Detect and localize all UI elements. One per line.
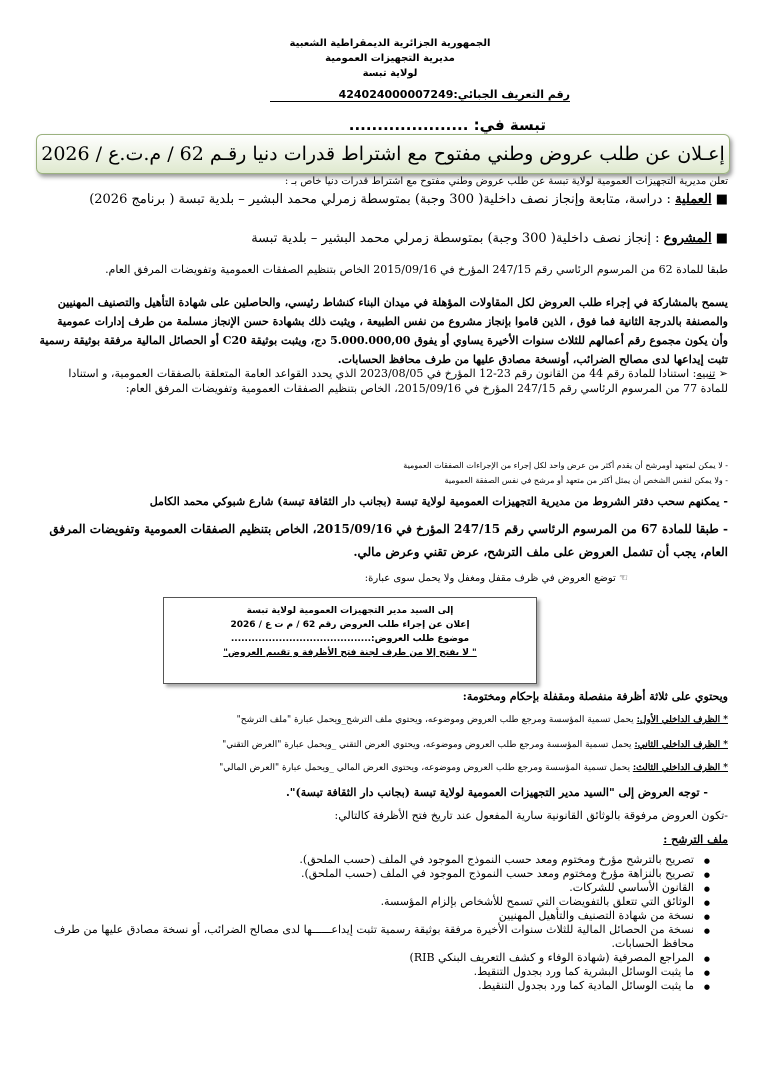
file-item: ● نسخة من شهادة التصنيف والتأهيل المهنيين: [40, 909, 694, 923]
pointing-hand-icon: ☜: [615, 573, 628, 584]
envelope-line-3: موضوع طلب العروض:.........................................: [230, 634, 470, 644]
candidacy-file-title: ملف الترشح :: [663, 833, 728, 846]
header-line-directorate: مديرية التجهيزات العمومية: [325, 53, 455, 64]
operation-line: [38, 190, 728, 209]
envelope-line-2: إعلان عن إجراء طلب العروض رقم 62 / م ت ع / 2026: [230, 620, 470, 630]
envelope-2: * الظرف الداخلي الثاني: يحمل تسمية المؤسسة ومرجع طلب العروض وموضوعه، ويحتوي العرض التقني _ويحمل عبارة "العرض التقني": [222, 740, 728, 750]
notice-paragraph: [38, 366, 728, 396]
file-item: ● القانون الأساسي للشركات.: [40, 881, 694, 895]
file-item: ● تصريح بالترشح مؤرخ ومختوم ومعد حسب النموذج الموجود في الملف (حسب الملحق).: [40, 853, 694, 867]
notice-label: تنبيه: [696, 367, 716, 380]
envelope-note: ☜ توضع العروض في ظرف مقفل ومغفل ولا يحمل سوى عبارة:: [364, 573, 628, 584]
envelope-3: * الظرف الداخلي الثالث: يحمل تسمية المؤسسة ومرجع طلب العروض وموضوعه، ويحتوي العرض المالي _ويحمل عبارة "العرض المالي": [219, 763, 728, 773]
file-item: ● ما يثبت الوسائل البشرية كما ورد بجدول التنقيط.: [40, 965, 694, 979]
notice-note-1: - لا يمكن لمتعهد أومرشح أن يقدم أكثر من عرض واحد لكل إجراء من الإجراءات الصفقات العمومية: [403, 461, 728, 470]
header-line-wilaya: لولاية تبسة: [362, 68, 418, 79]
header-block: [200, 36, 580, 81]
notice-note-2: - ولا يمكن لنفس الشخص أن يمثل أكثر من متعهد أو مرشح في نفس الصفقة العمومية: [444, 476, 728, 485]
withdraw-specs: - يمكنهم سحب دفتر الشروط من مديرية التجهيزات العمومية لولاية تبسة (بجانب دار الثقافة تبسة) شارع شبوكي محمد الكامل: [149, 495, 728, 508]
file-item: ● ما يثبت الوسائل المادية كما ورد بجدول التنقيط.: [40, 979, 694, 993]
operation-text: : دراسة، متابعة وإنجاز نصف داخلية( 300 وجبة) بمتوسطة زمرلي محمد البشير – بلدية تبسة ( برنامج 2026): [89, 192, 676, 207]
candidacy-file-list: [40, 853, 712, 993]
eligibility-paragraph: يسمح بالمشاركة في إجراء طلب العروض لكل المقاولات المؤهلة في ميدان البناء كنشاط رئيسي، والحاصلين على شهادة التأهيل والتصنيف المهنيين والمصنفة بالدرجة الثانية فما فوق ، الذين قاموا بإنجاز مشروع من نفس الطبيعة ، ويثبت ذلك بشهادة حسن الإنجاز مسلمة من طرف إدارات عمومية وأن يكون مجموع رقم أعمالهم للثلاث سنوات الأخيرة يساوي أو يفوق 5.000.000,00 دج، ويثبت بوثيقة C20 أو الحصائل المالية مرفقة بوثيقة رسمية تثبت إيداعها لدى مصالح الضرائب، أونسخة مصادق عليها من طرف محافظ الحسابات.: [39, 296, 728, 366]
envelope-box: [163, 597, 537, 684]
file-item: ● المراجع المصرفية (شهادة الوفاء و كشف التعريف البنكي RIB): [40, 951, 694, 965]
send-to: - توجه العروض إلى "السيد مدير التجهيزات العمومية لولاية تبسة (بجانب دار الثقافة تبسة)".: [285, 786, 708, 799]
file-item: ● نسخة من الحصائل المالية للثلاث سنوات الأخيرة مرفقة بوثيقة رسمية تثبت إيداعــــــها لدى مصالح الضرائب، أو نسخة مصادق عليها من طرف محافظ الحسابات.: [40, 923, 694, 951]
project-line: [38, 229, 728, 248]
project-text: : إنجاز نصف داخلية( 300 وجبة) بمتوسطة زمرلي محمد البشير – بلدية تبسة: [251, 231, 664, 246]
tax-id-line: رقم التعريف الجبائي:424024000007249: [270, 88, 570, 102]
envelope-1: * الظرف الداخلي الأول: يحمل تسمية المؤسسة ومرجع طلب العروض وموضوعه، ويحتوي ملف الترشح_ويحمل عبارة "ملف الترشح": [236, 715, 728, 725]
project-label: المشروع: [663, 231, 712, 246]
intro-text: تعلن مديرية التجهيزات العمومية لولاية تبسة عن طلب عروض وطني مفتوح مع اشتراط قدرات دنيا خاص بـ :: [284, 176, 728, 187]
announcement-title: إعـلان عن طلب عروض وطني مفتوح مع اشتراط قدرات دنيا رقـم 62 / م.ت.ع / 2026: [41, 143, 725, 165]
bullet-icon: ■: [711, 192, 728, 207]
header-line-republic: الجمهورية الجزائرية الديمقراطية الشعبية: [289, 38, 491, 49]
file-item: ● تصريح بالنزاهة مؤرخ ومختوم ومعد حسب النموذج الموجود في الملف (حسب الملحق).: [40, 867, 694, 881]
file-item: ● الوثائق التي تتعلق بالتفويضات التي تسمح للأشخاص بإلزام المؤسسة.: [40, 895, 694, 909]
operation-label: العملية: [675, 192, 712, 207]
envelopes-contains: ويحتوي على ثلاثة أظرفة منفصلة ومقفلة بإحكام ومختومة:: [462, 690, 728, 703]
arrow-icon: ➢: [715, 367, 728, 380]
must-be-accompanied: -تكون العروض مرفوقة بالوثائق القانونية سارية المفعول عند تاريخ فتح الأظرفة كالتالي:: [334, 809, 728, 822]
place-date: تبسة في: .....................: [348, 116, 546, 134]
envelope-line-4: " لا يفتح إلا من طرف لجنة فتح الأظرفة و تقييم العروض": [223, 648, 477, 658]
envelope-line-1: إلى السيد مدير التجهيزات العمومية لولاية تبسة: [246, 606, 454, 616]
legal-basis: طبقا للمادة 62 من المرسوم الرئاسي رقم 247/15 المؤرخ في 2015/09/16 الخاص بتنظيم الصفقات العمومية وتفويضات المرفق العام.: [105, 263, 728, 276]
title-box: [36, 134, 730, 174]
article-67: - طبقا للمادة 67 من المرسوم الرئاسي رقم 247/15 المؤرخ في 2015/09/16، الخاص بتنظيم الصفقات العمومية وتفويضات المرفق العام، يجب أن تشمل العروض على ملف الترشح، عرض تقني وعرض مالي.: [49, 522, 728, 559]
bullet-icon: ■: [711, 231, 728, 246]
notice-text: : استنادا للمادة رقم 44 من القانون رقم 23-12 المؤرخ في 2023/08/05 الذي يحدد القواعد العامة المتعلقة بالصفقات العمومية، و استنادا للمادة 77 من المرسوم الرئاسي رقم 247/15 المؤرخ في 2015/09/16، الخاص بتنظيم الصفقات العمومية وتفويضات المرفق العام:: [68, 367, 728, 395]
